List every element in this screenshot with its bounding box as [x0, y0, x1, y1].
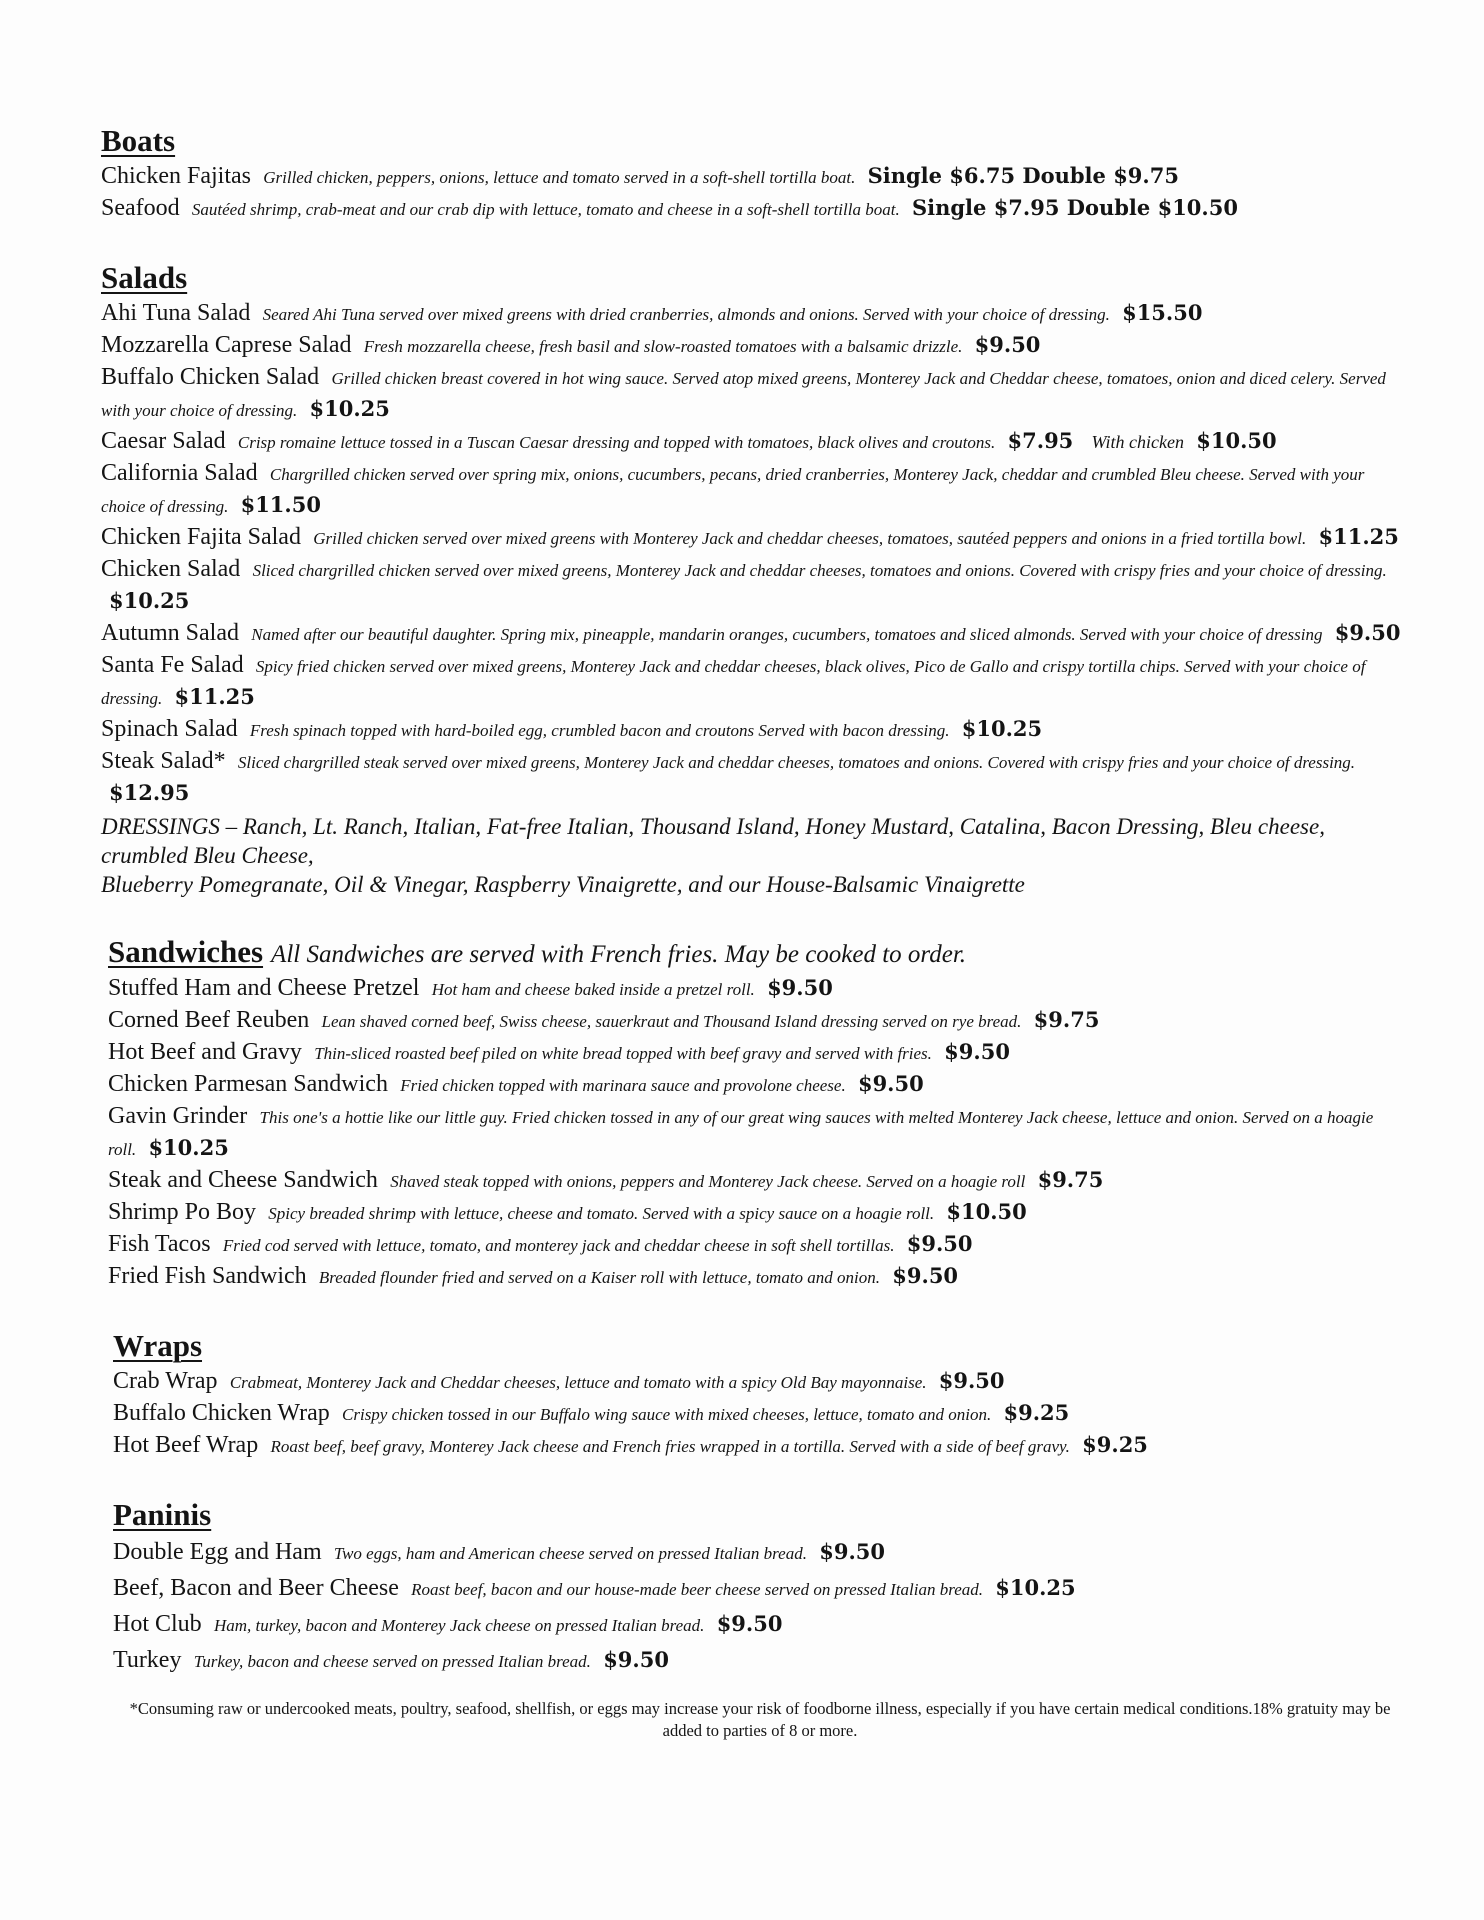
salads-list: [101, 298, 1404, 810]
item-name: Buffalo Chicken Wrap: [113, 1399, 330, 1426]
item-name: Autumn Salad: [101, 620, 239, 647]
item-name: Chicken Fajitas: [101, 163, 251, 190]
item-name: Beef, Bacon and Beer Cheese: [113, 1574, 399, 1601]
sandwiches-intro: All Sandwiches are served with French fries. May be cooked to order.: [271, 941, 967, 969]
item-price: $9.50: [857, 1070, 924, 1096]
item-name: Hot Beef Wrap: [113, 1431, 259, 1458]
item-description: Crisp romaine lettuce tossed in a Tuscan Caesar dressing and topped with tomatoes, black olives and croutons.: [237, 433, 996, 453]
dressings-line-2: Blueberry Pomegranate, Oil & Vinegar, Raspberry Vinaigrette, and our House-Balsamic Vinaigrette: [101, 872, 1025, 898]
item-description: Crabmeat, Monterey Jack and Cheddar cheeses, lettuce and tomato with a spicy Old Bay mayonnaise.: [229, 1372, 927, 1392]
item-description: Crispy chicken tossed in our Buffalo wing sauce with mixed cheeses, lettuce, tomato and onion.: [342, 1404, 992, 1424]
item-price: $9.50: [892, 1262, 959, 1288]
menu-item: [113, 1366, 1404, 1398]
item-name: Corned Beef Reuben: [108, 1006, 310, 1033]
item-description: Named after our beautiful daughter. Spring mix, pineapple, mandarin oranges, cucumbers, tomatoes and sliced almonds. Served with your choice of dressing: [251, 625, 1323, 645]
item-price: $10.25: [995, 1574, 1076, 1600]
item-description: Sautéed shrimp, crab-meat and our crab dip with lettuce, tomato and cheese in a soft-shell tortilla boat.: [191, 200, 900, 220]
item-description: Seared Ahi Tuna served over mixed greens with dried cranberries, almonds and onions. Served with your choice of dressing.: [262, 305, 1110, 325]
item-description: This one's a hottie like our little guy. Fried chicken tossed in any of our great wing sauces with melted Monterey Jack cheese, lettuce and onion. Served on a hoagie roll.: [108, 1107, 1374, 1159]
boats-heading: Boats: [101, 123, 176, 158]
item-description: Roast beef, beef gravy, Monterey Jack cheese and French fries wrapped in a tortilla. Served with a side of beef gravy.: [270, 1436, 1070, 1456]
menu-item: [101, 618, 1404, 650]
item-name: Caesar Salad: [101, 428, 226, 455]
item-description: Thin-sliced roasted beef piled on white bread topped with beef gravy and served with fries.: [314, 1043, 932, 1063]
menu-item: [108, 973, 1404, 1005]
paninis-section: [113, 1496, 1404, 1679]
menu-item: [101, 161, 1404, 193]
salads-heading: Salads: [101, 260, 188, 296]
item-name: Seafood: [101, 195, 180, 222]
menu-item: [113, 1571, 1404, 1607]
sandwiches-section: [108, 933, 1404, 1292]
menu-item: [108, 1261, 1404, 1293]
item-price: $9.25: [1003, 1399, 1070, 1425]
menu-item: [113, 1398, 1404, 1430]
menu-item: [101, 522, 1404, 554]
menu-item: [101, 330, 1404, 362]
item-description: Hot ham and cheese baked inside a pretzel roll.: [431, 979, 755, 999]
item-name: Stuffed Ham and Cheese Pretzel: [108, 974, 420, 1001]
menu-item: [108, 1197, 1404, 1229]
item-description: Shaved steak topped with onions, peppers and Monterey Jack cheese. Served on a hoagie roll: [390, 1171, 1026, 1191]
menu-item: [101, 746, 1404, 810]
item-description: Roast beef, bacon and our house-made beer cheese served on pressed Italian bread.: [411, 1579, 984, 1599]
item-name: Fish Tacos: [108, 1230, 211, 1257]
menu-item: [108, 1069, 1404, 1101]
menu-item: [108, 1229, 1404, 1261]
item-price: $9.50: [603, 1646, 669, 1672]
item-price: $10.50: [946, 1198, 1027, 1224]
item-name: Chicken Parmesan Sandwich: [108, 1070, 388, 1097]
menu-item: [108, 1101, 1404, 1165]
item-price: $9.75: [1033, 1006, 1100, 1032]
item-name: Spinach Salad: [101, 716, 238, 743]
item-description: Grilled chicken, peppers, onions, lettuce and tomato served in a soft-shell tortilla boat.: [263, 168, 856, 188]
item-description: Lean shaved corned beef, Swiss cheese, sauerkraut and Thousand Island dressing served on rye bread.: [321, 1011, 1022, 1031]
sandwiches-title: Sandwiches: [108, 934, 264, 970]
sandwiches-heading: [108, 933, 1404, 970]
item-name: Fried Fish Sandwich: [108, 1262, 307, 1289]
menu-item: [101, 426, 1404, 458]
item-description: Fried chicken topped with marinara sauce and provolone cheese.: [400, 1075, 846, 1095]
item-name: Hot Beef and Gravy: [108, 1038, 302, 1065]
item-price: $11.25: [1318, 524, 1399, 550]
item-description: Ham, turkey, bacon and Monterey Jack cheese on pressed Italian bread.: [213, 1615, 705, 1635]
allergy-disclaimer: *Consuming raw or undercooked meats, poultry, seafood, shellfish, or eggs may increase your risk of foodborne illness, especially if you have certain medical conditions.18% gratuity may be added to parties of 8 or more.: [129, 1699, 1391, 1740]
item-name: Mozzarella Caprese Salad: [101, 332, 352, 359]
item-description: Grilled chicken served over mixed greens with Monterey Jack and cheddar cheeses, tomatoes, sautéed peppers and onions in a fried tortilla bowl.: [313, 529, 1307, 549]
item-price: Single $6.75 Double $9.75: [867, 163, 1179, 189]
dressings-list: [101, 812, 1404, 899]
dressings-line-1: DRESSINGS – Ranch, Lt. Ranch, Italian, Fat-free Italian, Thousand Island, Honey Mustard, Catalina, Bacon Dressing, Bleu cheese, crumbled Bleu Cheese,: [101, 814, 1325, 869]
menu-item: [113, 1430, 1404, 1462]
item-price: $10.25: [148, 1134, 229, 1160]
item-price: $9.50: [716, 1610, 783, 1636]
item-description: Fresh mozzarella cheese, fresh basil and slow-roasted tomatoes with a balsamic drizzle.: [363, 337, 963, 357]
menu-item: [113, 1607, 1404, 1643]
menu-item: [108, 1165, 1404, 1197]
item-price: $9.50: [944, 1038, 1010, 1064]
item-name: Santa Fe Salad: [101, 652, 244, 679]
item-description: Two eggs, ham and American cheese served on pressed Italian bread.: [333, 1543, 807, 1563]
item-price: Single $7.95 Double $10.50: [911, 195, 1238, 221]
item-price: $9.75: [1037, 1166, 1104, 1192]
item-description: Turkey, bacon and cheese served on pressed Italian bread.: [193, 1651, 591, 1671]
menu-item: [101, 714, 1404, 746]
item-name: Shrimp Po Boy: [108, 1198, 257, 1225]
menu-item: [113, 1643, 1404, 1679]
salads-section: [101, 259, 1404, 899]
item-name: Buffalo Chicken Salad: [101, 364, 320, 391]
wraps-heading: Wraps: [113, 1327, 203, 1363]
item-name: Chicken Salad: [101, 556, 241, 583]
item-price: $10.25: [109, 588, 190, 614]
item-description: Fresh spinach topped with hard-boiled egg, crumbled bacon and croutons Served with bacon dressing.: [249, 721, 950, 741]
boats-list: [101, 161, 1404, 225]
item-name: Crab Wrap: [113, 1367, 218, 1394]
item-extra: With chicken: [1091, 432, 1185, 453]
item-description: Chargrilled chicken served over spring mix, onions, cucumbers, pecans, dried cranberries, Monterey Jack, cheddar and crumbled Bleu cheese. Served with your choice of dressing.: [101, 465, 1365, 517]
menu-item: [101, 650, 1404, 714]
item-price: $10.25: [309, 396, 390, 422]
item-price: $9.50: [974, 332, 1041, 358]
item-price: $12.95: [109, 780, 190, 806]
item-price: $10.25: [961, 716, 1043, 742]
item-description: Sliced chargrilled steak served over mixed greens, Monterey Jack and cheddar cheeses, tomatoes and onions. Covered with crispy fries and your choice of dressing.: [237, 753, 1356, 773]
menu-item: [108, 1037, 1404, 1069]
item-price: $9.50: [938, 1367, 1005, 1393]
paninis-heading: Paninis: [113, 1496, 212, 1532]
menu-item: [113, 1535, 1404, 1571]
item-description: Spicy fried chicken served over mixed greens, Monterey Jack and cheddar cheeses, black olives, Pico de Gallo and crispy tortilla chips. Served with your choice of dressing.: [101, 657, 1366, 709]
boats-section: [101, 122, 1404, 225]
item-price: $9.25: [1082, 1431, 1148, 1457]
item-price: $9.50: [906, 1230, 973, 1256]
item-price: $11.50: [240, 492, 321, 518]
item-name: Steak and Cheese Sandwich: [108, 1166, 378, 1193]
item-name: Turkey: [113, 1646, 182, 1673]
item-price: $9.50: [1334, 620, 1401, 646]
item-name: Chicken Fajita Salad: [101, 524, 301, 551]
menu-item: [101, 362, 1404, 426]
item-extra-price: $10.50: [1196, 428, 1277, 454]
item-price: $7.95: [1007, 428, 1074, 454]
item-name: California Salad: [101, 460, 258, 487]
menu-item: [101, 193, 1404, 225]
item-price: $9.50: [767, 974, 833, 1000]
menu-item: [101, 298, 1404, 330]
item-price: $15.50: [1122, 300, 1203, 326]
item-name: Ahi Tuna Salad: [101, 300, 251, 327]
item-price: $9.50: [819, 1538, 885, 1564]
menu-item: [101, 458, 1404, 522]
item-name: Hot Club: [113, 1610, 202, 1637]
paninis-list: [113, 1535, 1404, 1679]
wraps-list: [113, 1366, 1404, 1462]
item-name: Steak Salad*: [101, 748, 226, 775]
sandwiches-list: [108, 973, 1404, 1293]
menu-item: [101, 554, 1404, 618]
item-description: Breaded flounder fried and served on a Kaiser roll with lettuce, tomato and onion.: [318, 1267, 881, 1287]
item-description: Sliced chargrilled chicken served over mixed greens, Monterey Jack and cheddar cheeses, tomatoes and onions. Covered with crispy fries and your choice of dressing.: [252, 561, 1387, 581]
item-description: Spicy breaded shrimp with lettuce, cheese and tomato. Served with a spicy sauce on a hoagie roll.: [268, 1203, 935, 1223]
item-name: Gavin Grinder: [108, 1102, 248, 1129]
menu-item: [108, 1005, 1404, 1037]
item-name: Double Egg and Ham: [113, 1538, 322, 1565]
item-description: Fried cod served with lettuce, tomato, and monterey jack and cheddar cheese in soft shell tortillas.: [222, 1235, 895, 1255]
item-description: Grilled chicken breast covered in hot wing sauce. Served atop mixed greens, Monterey Jack and Cheddar cheese, tomatoes, onion and diced celery. Served with your choice of dressing.: [101, 369, 1386, 421]
wraps-section: [113, 1327, 1404, 1462]
item-price: $11.25: [174, 684, 255, 710]
